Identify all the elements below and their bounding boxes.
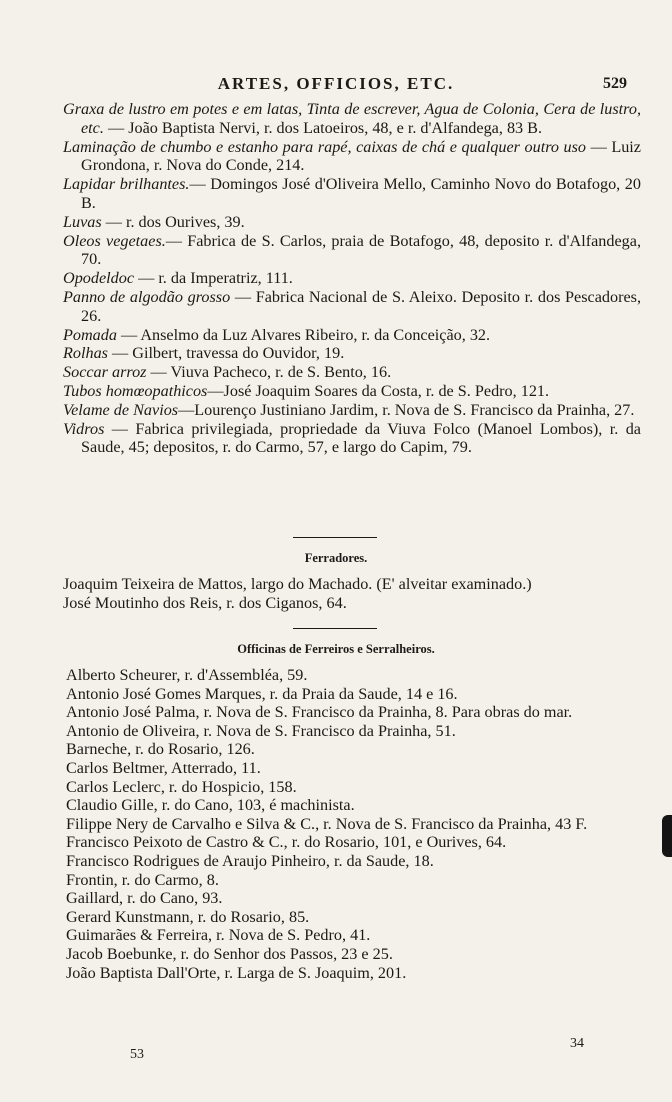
item-name: Panno de algodão grosso: [63, 287, 231, 306]
list-item: [63, 420, 641, 458]
item-name: Tubos homœopathicos: [63, 381, 208, 400]
item-name: Soccar arroz: [63, 363, 147, 382]
item-text: — r. dos Ourives, 39.: [101, 212, 245, 231]
list-item: Gerard Kunstmann, r. do Rosario, 85.: [66, 907, 310, 926]
list-item: José Moutinho dos Reis, r. dos Ciganos, 64.: [63, 593, 347, 612]
item-text: — Fabrica privilegiada, propriedade da Viuva Folco (Manoel Lombos), r. da Saude, 45; depositos, r. do Carmo, 57, e largo do Capim, 79.: [81, 419, 641, 457]
list-item: Carlos Leclerc, r. do Hospicio, 158.: [66, 777, 297, 796]
item-name: Velame de Navios: [63, 400, 179, 419]
list-item: [63, 232, 641, 270]
section-divider: [293, 537, 377, 538]
list-item: Gaillard, r. do Cano, 93.: [66, 889, 223, 908]
item-name: Opodeldoc: [63, 269, 135, 288]
ferradores-list: [63, 575, 641, 612]
item-name: Graxa de lustro em potes e em latas, Tinta de escrever, Agua de Colonia, Cera de lustro, etc.: [63, 100, 641, 137]
section-title-ferreiros: Officinas de Ferreiros e Serralheiros.: [237, 642, 435, 656]
list-item: [63, 100, 641, 138]
list-item: Claudio Gille, r. do Cano, 103, é machinista.: [66, 796, 355, 815]
item-name: Laminação de chumbo e estanho para rapé, caixas de chá e qualquer outro uso: [63, 137, 587, 156]
section-title-ferradores: Ferradores.: [304, 551, 368, 565]
list-item: Frontin, r. do Carmo, 8.: [66, 870, 219, 889]
list-item: Antonio de Oliveira, r. Nova de S. Francisco da Prainha, 51.: [66, 721, 456, 740]
item-text: — Gilbert, travessa do Ouvidor, 19.: [107, 344, 345, 363]
list-item: Joaquim Teixeira de Mattos, largo do Machado. (E' alveitar examinado.): [63, 575, 532, 593]
list-item: Jacob Boebunke, r. do Senhor dos Passos, 23 e 25.: [66, 944, 393, 963]
list-item: Carlos Beltmer, Atterrado, 11.: [66, 758, 261, 777]
list-item: [63, 213, 641, 232]
item-text: —Lourenço Justiniano Jardim, r. Nova de S. Francisco da Prainha, 27.: [178, 400, 635, 419]
item-text: —José Joaquim Soares da Costa, r. de S. Pedro, 121.: [207, 381, 550, 400]
list-item: [63, 269, 641, 288]
item-name: Oleos vegetaes.: [63, 231, 166, 250]
list-item: Barneche, r. do Rosario, 126.: [66, 740, 255, 759]
section-divider: [293, 628, 377, 629]
list-item: [63, 288, 641, 326]
item-text: — Viuva Pacheco, r. de S. Bento, 16.: [146, 363, 392, 382]
item-text: — João Baptista Nervi, r. dos Latoeiros, 48, e r. d'Alfandega, 83 B.: [103, 118, 543, 137]
signature-mark: 53: [130, 1047, 144, 1062]
list-item: João Baptista Dall'Orte, r. Larga de S. Joaquim, 201.: [66, 963, 407, 982]
list-item: [63, 326, 641, 345]
page-number: 529: [603, 75, 627, 92]
item-text: — r. da Imperatriz, 111.: [134, 269, 293, 288]
trade-list: [63, 100, 641, 457]
item-text: — Luiz Grondona, r. Nova do Conde, 214.: [81, 137, 641, 175]
footer-number: 34: [570, 1036, 584, 1051]
page-edge-mark: [662, 815, 672, 857]
list-item: [63, 363, 641, 382]
list-item: Antonio José Palma, r. Nova de S. Francisco da Prainha, 8. Para obras do mar.: [66, 703, 573, 722]
list-item: Filippe Nery de Carvalho e Silva & C., r. Nova de S. Francisco da Prainha, 43 F.: [66, 814, 588, 833]
item-name: Vidros: [63, 419, 105, 438]
list-item: [63, 344, 641, 363]
item-name: Luvas: [63, 212, 102, 231]
running-header: [0, 72, 672, 100]
list-item: [63, 138, 641, 176]
item-text: — Domingos José d'Oliveira Mello, Caminho Novo do Botafogo, 20 B.: [81, 175, 641, 212]
list-item: [63, 401, 641, 420]
item-text: — Anselmo da Luz Alvares Ribeiro, r. da Conceição, 32.: [116, 325, 491, 344]
list-item: Alberto Scheurer, r. d'Assembléa, 59.: [66, 666, 308, 684]
item-text: — Fabrica de S. Carlos, praia de Botafogo, 48, deposito r. d'Alfandega, 70.: [81, 231, 641, 269]
list-item: Antonio José Gomes Marques, r. da Praia da Saude, 14 e 16.: [66, 684, 458, 703]
item-name: Rolhas: [63, 344, 108, 363]
item-name: Lapidar brilhantes.: [63, 175, 190, 194]
ferreiros-list: [66, 666, 641, 982]
list-item: [63, 382, 641, 401]
running-title: ARTES, OFFICIOS, ETC.: [217, 74, 455, 93]
item-text: — Fabrica Nacional de S. Aleixo. Deposito r. dos Pescadores, 26.: [81, 287, 641, 325]
item-name: Pomada: [63, 325, 117, 344]
list-item: [63, 175, 641, 213]
list-item: Francisco Peixoto de Castro & C., r. do Rosario, 101, e Ourives, 64.: [66, 833, 507, 852]
list-item: Francisco Rodrigues de Araujo Pinheiro, r. da Saude, 18.: [66, 851, 434, 870]
list-item: Guimarães & Ferreira, r. Nova de S. Pedro, 41.: [66, 926, 371, 945]
